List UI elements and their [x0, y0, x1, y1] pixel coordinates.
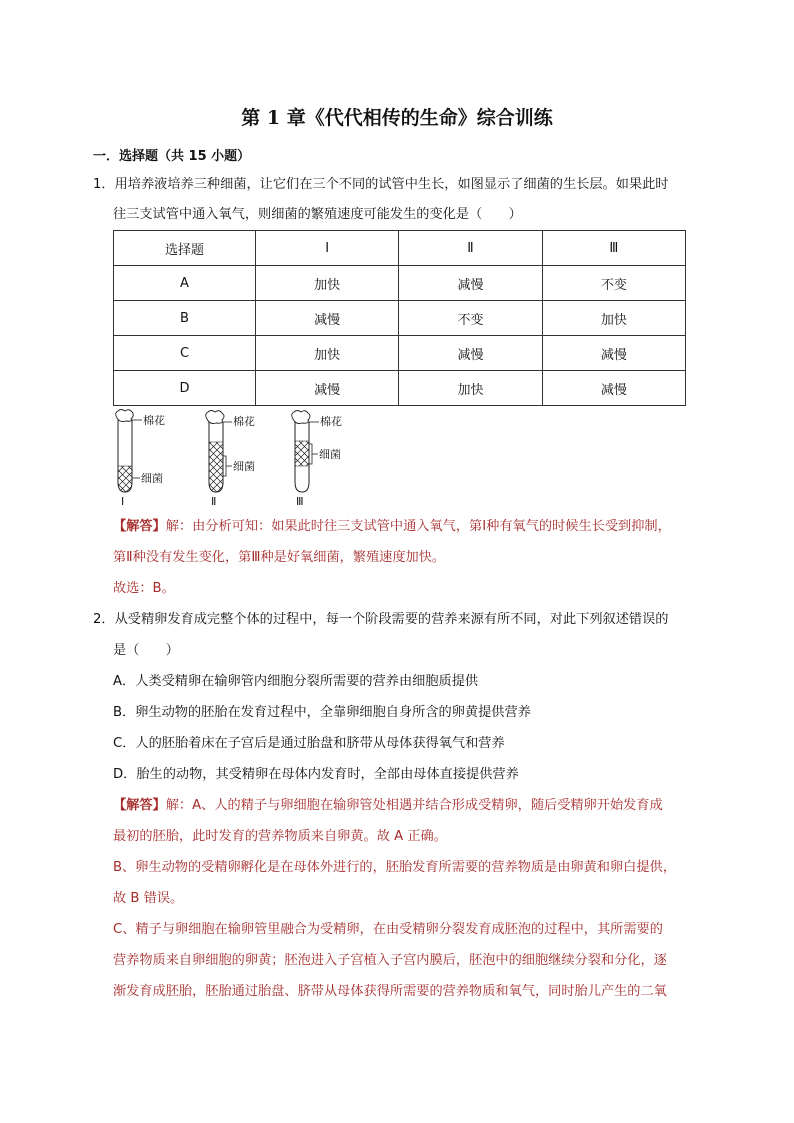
- q2-stem-line1: 2．从受精卵发育成完整个体的过程中，每一个阶段需要的营养来源有所不同，对此下列叙述错误的: [93, 612, 669, 627]
- table-cell: 减慢: [256, 371, 399, 406]
- table-row: [114, 266, 686, 301]
- bacteria-label: 细菌: [233, 460, 255, 473]
- tube-label: Ⅱ: [211, 495, 217, 508]
- table-cell: D: [114, 371, 256, 406]
- answer-text: 解：A、人的精子与卵细胞在输卵管处相遇并结合形成受精卵，随后受精卵开始发育成: [165, 798, 663, 813]
- table-header-cell: Ⅰ: [256, 231, 399, 266]
- q2-answer-line7: 渐发育成胚胎，胚胎通过胎盘、脐带从母体获得所需要的营养物质和氧气，同时胎儿产生的二氧: [113, 984, 667, 999]
- q2-answer-line5: C、精子与卵细胞在输卵管里融合为受精卵，在由受精卵分裂发育成胚泡的过程中，其所需要的: [113, 922, 663, 937]
- table-cell: 不变: [399, 301, 542, 336]
- page-title: 第 1 章《代代相传的生命》综合训练: [241, 107, 553, 129]
- table-header-row: [114, 231, 686, 266]
- bacteria-label: 细菌: [319, 448, 341, 461]
- tube-label: Ⅲ: [296, 495, 304, 508]
- cotton-plug: [292, 411, 310, 424]
- q2-answer-line3: B、卵生动物的受精卵孵化是在母体外进行的，胚胎发育所需要的营养物质是由卵黄和卵白提供，: [113, 860, 676, 875]
- bacteria-layer: [295, 441, 309, 466]
- test-tube-2: [206, 411, 255, 509]
- q2-option-b: B．卵生动物的胚胎在发育过程中，全靠卵细胞自身所含的卵黄提供营养: [113, 705, 531, 720]
- table-cell: 加快: [399, 371, 542, 406]
- answer-tag: 【解答】: [113, 798, 166, 813]
- q2-answer-line2: 最初的胚胎，此时发育的营养物质来自卵黄。故 A 正确。: [113, 829, 447, 844]
- tube-label: Ⅰ: [121, 495, 125, 508]
- table-row: [114, 336, 686, 371]
- table-row: [114, 301, 686, 336]
- cotton-label: 棉花: [143, 414, 165, 427]
- table-cell: B: [114, 301, 256, 336]
- table-cell: 减慢: [542, 371, 685, 406]
- q1-stem-line1: 1．用培养液培养三种细菌，让它们在三个不同的试管中生长，如图显示了细菌的生长层。如果此时: [93, 177, 669, 192]
- cotton-plug: [206, 411, 224, 424]
- section-heading: 一．选择题（共 15 小题）: [93, 149, 251, 164]
- q2-stem-line2: 是（ ）: [113, 643, 179, 658]
- table-cell: 加快: [256, 336, 399, 371]
- answer-tag: 【解答】: [113, 519, 166, 534]
- q2-answer-line4: 故 B 错误。: [113, 891, 184, 906]
- table-row: [114, 371, 686, 406]
- cotton-label: 棉花: [320, 415, 342, 428]
- q2-option-d: D．胎生的动物，其受精卵在母体内发育时，全部由母体直接提供营养: [113, 767, 519, 782]
- q2-answer-line1: [113, 797, 663, 815]
- table-cell: 减慢: [542, 336, 685, 371]
- q2-option-a: A．人类受精卵在输卵管内细胞分裂所需要的营养由细胞质提供: [113, 674, 479, 689]
- table-cell: C: [114, 336, 256, 371]
- cotton-label: 棉花: [233, 415, 255, 428]
- q2-option-c: C．人的胚胎着床在子宫后是通过胎盘和脐带从母体获得氧气和营养: [113, 736, 505, 751]
- q1-answer-line1: [113, 518, 671, 536]
- table-cell: 加快: [542, 301, 685, 336]
- q2-answer-line6: 营养物质来自卵细胞的卵黄；胚泡进入子宫植入子宫内膜后，胚泡中的细胞继续分裂和分化，逐: [113, 953, 667, 968]
- table-cell: 减慢: [399, 336, 542, 371]
- table-header-cell: 选择题: [114, 231, 256, 266]
- bacteria-layer: [118, 466, 132, 492]
- table-header-cell: Ⅱ: [399, 231, 542, 266]
- test-tubes-figure: [112, 408, 352, 508]
- table-cell: 不变: [542, 266, 685, 301]
- table-cell: 减慢: [256, 301, 399, 336]
- table-header-cell: Ⅲ: [542, 231, 685, 266]
- table-cell: 加快: [256, 266, 399, 301]
- bacteria-label: 细菌: [141, 472, 163, 485]
- test-tube-3: [292, 411, 342, 509]
- bacteria-layer: [209, 442, 223, 492]
- cotton-plug: [116, 410, 134, 422]
- q1-answer-line2: 第Ⅱ种没有发生变化，第Ⅲ种是好氧细菌，繁殖速度加快。: [113, 550, 446, 565]
- test-tube-1: [116, 410, 165, 509]
- q1-choice: 故选：B。: [113, 581, 175, 596]
- table-cell: A: [114, 266, 256, 301]
- q1-options-table: [113, 230, 686, 406]
- q1-stem-line2: 往三支试管中通入氧气，则细菌的繁殖速度可能发生的变化是（ ）: [113, 207, 522, 222]
- answer-text: 解：由分析可知：如果此时往三支试管中通入氧气，第Ⅰ种有氧气的时候生长受到抑制，: [165, 519, 671, 534]
- table-cell: 减慢: [399, 266, 542, 301]
